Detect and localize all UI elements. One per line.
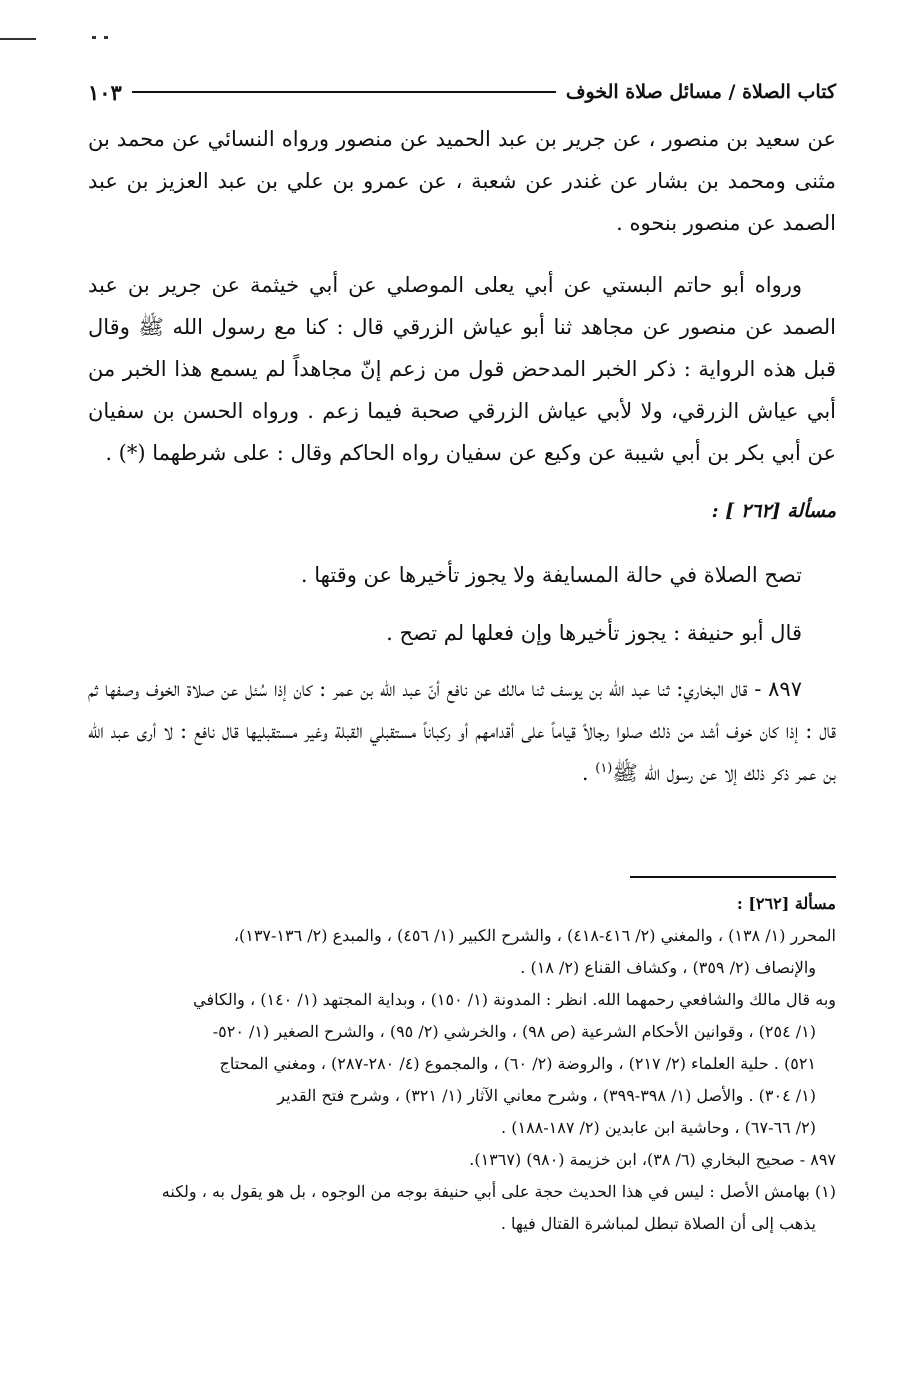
paragraph: ورواه أبو حاتم البستي عن أبي يعلى الموصلي عن أبي خيثمة عن جرير بن عبد الصمد عن منصور عن مجاهد ثنا أبو عياش الزرقي قال : كنا مع رسول الله ﷺ وقال قبل هذه الرواية : ذكر الخبر المدحض قول من زعم إنّ مجاهداً لم يسمع هذا الخبر من أبي عياش الزرقي، ولا لأبي عياش الزرقي صحبة فيما زعم . ورواه الحسن بن سفيان عن أبي بكر بن أبي شيبة عن وكيع عن سفيان رواه الحاكم وقال : على شرطهما (*) . [88, 273, 836, 465]
scan-artifact [0, 38, 36, 40]
footnote-line: وبه قال مالك والشافعي رحمهما الله. انظر : المدونة (١/ ١٥٠) ، وبداية المجتهد (١/ ١٤٠) ، والكافي [193, 990, 836, 1009]
footnote-line: يذهب إلى أن الصلاة تبطل لمباشرة القتال فيها . [500, 1214, 816, 1233]
footnote-line: ٥٢١) . حلية العلماء (٢/ ٢١٧) ، والروضة (٢/ ٦٠) ، والمجموع (٤/ ٢٨٠-٢٨٧) ، ومغني المحتاج [219, 1054, 816, 1073]
footnote-separator [630, 876, 836, 878]
footnote-line: ٨٩٧ - صحيح البخاري (٦/ ٣٨)، ابن خزيمة (٩٨٠) (١٣٦٧). [469, 1150, 836, 1169]
main-text [88, 118, 836, 794]
paragraph: عن سعيد بن منصور ، عن جرير بن عبد الحميد عن منصور ورواه النسائي عن محمد بن مثنى ومحمد بن بشار عن غندر عن شعبة ، عن عمرو بن علي بن عبد العزيز بن عبد الصمد عن منصور بنحوه . [88, 127, 836, 235]
paragraph: تصح الصلاة في حالة المسايفة ولا يجوز تأخيرها عن وقتها . [300, 563, 802, 587]
running-title: كتاب الصلاة / مسائل صلاة الخوف [565, 81, 836, 103]
footnote-line: والإنصاف (٢/ ٣٥٩) ، وكشاف القناع (٢/ ١٨) . [520, 958, 816, 977]
scan-artifact-dot [92, 36, 96, 39]
scan-artifact-dot [104, 36, 108, 39]
page-header [88, 72, 836, 112]
footnote-heading: مسألة [٢٦٢] : [736, 894, 836, 913]
footnote-line: المحرر (١/ ١٣٨) ، والمغني (٢/ ٤١٦-٤١٨) ، والشرح الكبير (١/ ٤٥٦) ، والمبدع (٢/ ١٣٦-١٣٧)، [233, 926, 836, 945]
header-rule [132, 91, 556, 93]
issue-heading: مسألة [٢٦٢ ] : [711, 500, 836, 522]
footnotes [95, 888, 836, 1240]
footnote-line: (١/ ٢٥٤) ، وقوانين الأحكام الشرعية (ص ٩٨) ، والخرشي (٢/ ٩٥) ، والشرح الصغير (١/ ٥٢٠- [212, 1022, 816, 1041]
paragraph: قال أبو حنيفة : يجوز تأخيرها وإن فعلها لم تصح . [386, 621, 802, 645]
footnote-line: (٢/ ٦٦-٦٧) ، وحاشية ابن عابدين (٢/ ١٨٧-١٨٨) . [501, 1118, 816, 1137]
footnote-line: (١) بهامش الأصل : ليس في هذا الحديث حجة على أبي حنيفة بوجه من الوجوه ، بل هو يقول به ، ولكنه [161, 1182, 836, 1201]
footnote-ref: (١) [595, 761, 613, 776]
hadith-text: ٨٩٧ - قال البخاري: ثنا عبد الله بن يوسف ثنا مالك عن نافع أنّ عبد الله بن عمر : كان إذا سُئل عن صلاة الخوف وصفها ثم قال : إذا كان خوف أشد من ذلك صلوا رجالاً قياماً على أقدامهم أو ركباناً مستقبلي القبلة وغير مستقبليها قال نافع : لا أرى عبد الله بن عمر ذكر ذلك إلا عن رسول الله ﷺ [88, 677, 836, 785]
page-number: ١٠٣ [88, 79, 122, 105]
footnote-line: (١/ ٣٠٤) . والأصل (١/ ٣٩٨-٣٩٩) ، وشرح معاني الآثار (١/ ٣٢١) ، وشرح فتح القدير [277, 1086, 816, 1105]
hadith-end: . [581, 761, 596, 785]
hadith-paragraph [88, 668, 836, 794]
